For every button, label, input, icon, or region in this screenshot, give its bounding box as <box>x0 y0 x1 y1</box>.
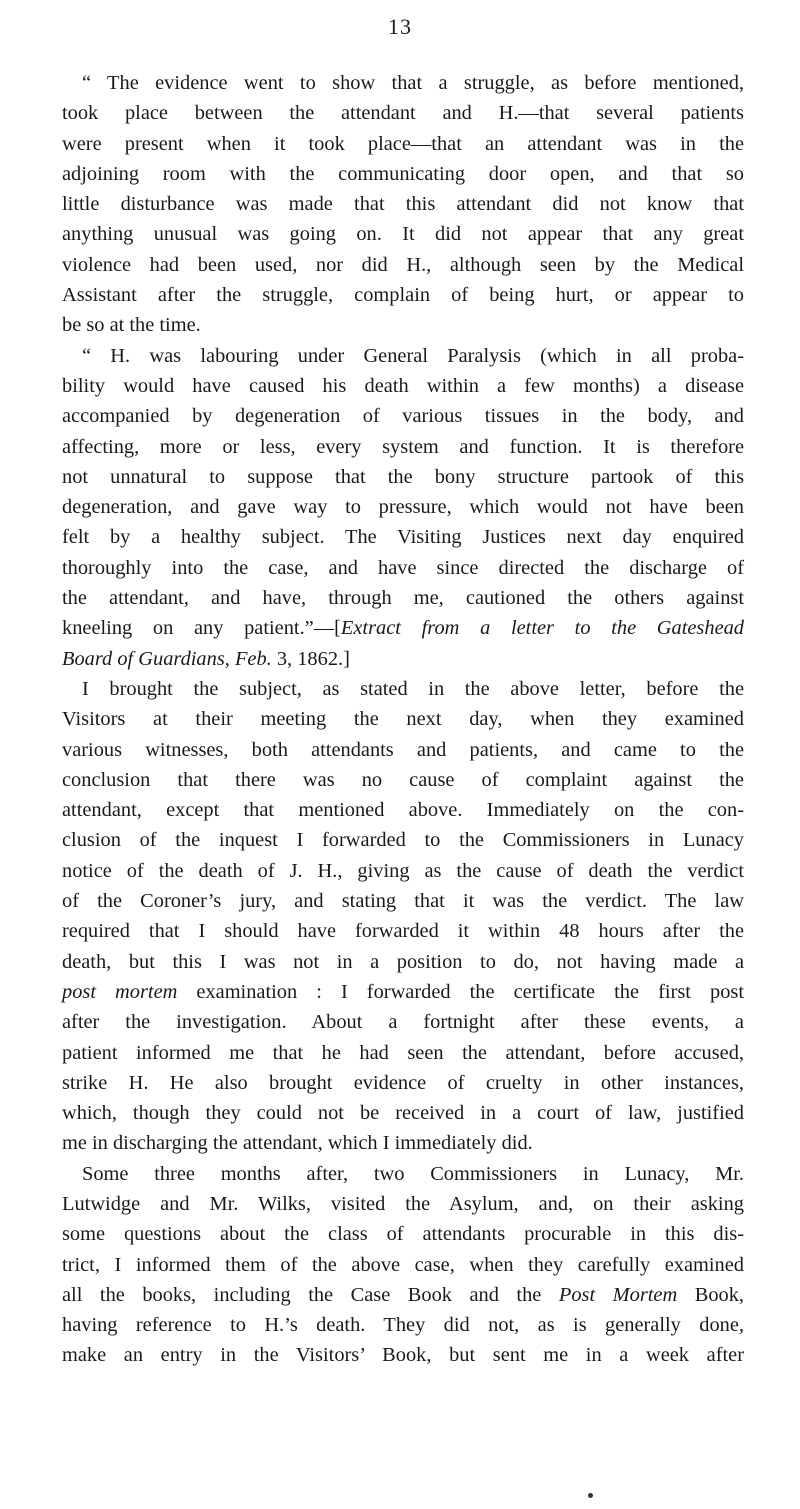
text-line: took place between the attendant and H.—that several patients <box>62 102 744 125</box>
text-line: degeneration, and gave way to pressure, which would not have been <box>62 496 744 519</box>
text-line: Visitors at their meeting the next day, when they examined <box>62 708 744 731</box>
text-line: be so at the time. <box>62 314 201 337</box>
text-run: examination : I forwarded the certificate the first post <box>177 980 744 1003</box>
text-line: various witnesses, both attendants and patients, and came to the <box>62 738 744 761</box>
text-line: the attendant, and have, through me, cautioned the others against <box>62 587 744 610</box>
printing-mark <box>588 1493 593 1498</box>
text-line: adjoining room with the communicating door open, and that so <box>62 162 744 185</box>
text-line: Assistant after the struggle, complain of being hurt, or appear to <box>62 284 744 307</box>
text-line: after the investigation. About a fortnight after these events, a <box>62 1011 744 1034</box>
text-line: not unnatural to suppose that the bony structure partook of this <box>62 465 744 488</box>
text-line: me in discharging the attendant, which I immediately did. <box>62 1132 533 1155</box>
text-line <box>62 977 744 1007</box>
text-line <box>62 613 744 643</box>
text-line: felt by a healthy subject. The Visiting Justices next day enquired <box>62 526 744 549</box>
text-line: make an entry in the Visitors’ Book, but sent me in a week after <box>62 1344 744 1367</box>
paragraph-2 <box>62 341 744 674</box>
quote-close-text: kneeling on any patient.”—[ <box>62 617 341 640</box>
text-line: affecting, more or less, every system and function. It is therefore <box>62 435 744 458</box>
source-citation-cont: Board of Guardians, Feb. <box>62 647 272 670</box>
text-line: of the Coroner’s jury, and stating that it was the verdict. The law <box>62 890 744 913</box>
text-line: “ H. was labouring under General Paralysis (which in all proba- <box>82 344 744 367</box>
text-line: bility would have caused his death within a few months) a disease <box>62 374 744 397</box>
text-line: attendant, except that mentioned above. Immediately on the con- <box>62 799 744 822</box>
text-line: anything unusual was going on. It did not appear that any great <box>62 223 744 246</box>
text-line: little disturbance was made that this attendant did not know that <box>62 193 744 216</box>
text-line: Lutwidge and Mr. Wilks, visited the Asylum, and, on their asking <box>62 1192 744 1215</box>
text-line: violence had been used, nor did H., although seen by the Medical <box>62 253 744 276</box>
post-mortem-term: post mortem <box>62 980 178 1003</box>
text-line: required that I should have forwarded it within 48 hours after the <box>62 920 744 943</box>
text-line: I brought the subject, as stated in the above letter, before the <box>82 677 744 700</box>
text-line: which, though they could not be received in a court of law, justified <box>62 1102 744 1125</box>
text-line: trict, I informed them of the above case, when they carefully examined <box>62 1253 744 1276</box>
post-mortem-term: Post Mortem <box>558 1283 678 1306</box>
text-line: death, but this I was not in a position to do, not having made a <box>62 950 744 973</box>
text-line: having reference to H.’s death. They did not, as is generally done, <box>62 1314 744 1337</box>
text-line <box>62 644 744 674</box>
body-text <box>62 68 744 1371</box>
text-line: some questions about the class of attendants procurable in this dis- <box>62 1223 744 1246</box>
text-run: all the books, including the Case Book and the <box>62 1283 559 1306</box>
text-run: Book, <box>677 1283 745 1306</box>
text-line: accompanied by degeneration of various tissues in the body, and <box>62 405 744 428</box>
text-line: Some three months after, two Commissioners in Lunacy, Mr. <box>82 1162 744 1185</box>
paragraph-1 <box>62 68 744 341</box>
paragraph-3 <box>62 674 744 1159</box>
text-line: notice of the death of J. H., giving as the cause of death the verdict <box>62 859 744 882</box>
text-line: conclusion that there was no cause of complaint against the <box>62 768 744 791</box>
text-line: strike H. He also brought evidence of cruelty in other instances, <box>62 1071 744 1094</box>
text-line: were present when it took place—that an attendant was in the <box>62 132 744 155</box>
text-line <box>62 1280 744 1310</box>
text-line: clusion of the inquest I forwarded to the Commissioners in Lunacy <box>62 829 744 852</box>
page-number: 13 <box>388 14 412 39</box>
text-line: thoroughly into the case, and have since directed the discharge of <box>62 556 744 579</box>
source-citation: Extract from a letter to the Gateshead <box>340 617 745 640</box>
text-line: “ The evidence went to show that a struggle, as before mentioned, <box>82 72 744 94</box>
text-line: patient informed me that he had seen the attendant, before accused, <box>62 1041 744 1064</box>
paragraph-4 <box>62 1159 744 1371</box>
source-date: 3, 1862.] <box>271 647 350 670</box>
